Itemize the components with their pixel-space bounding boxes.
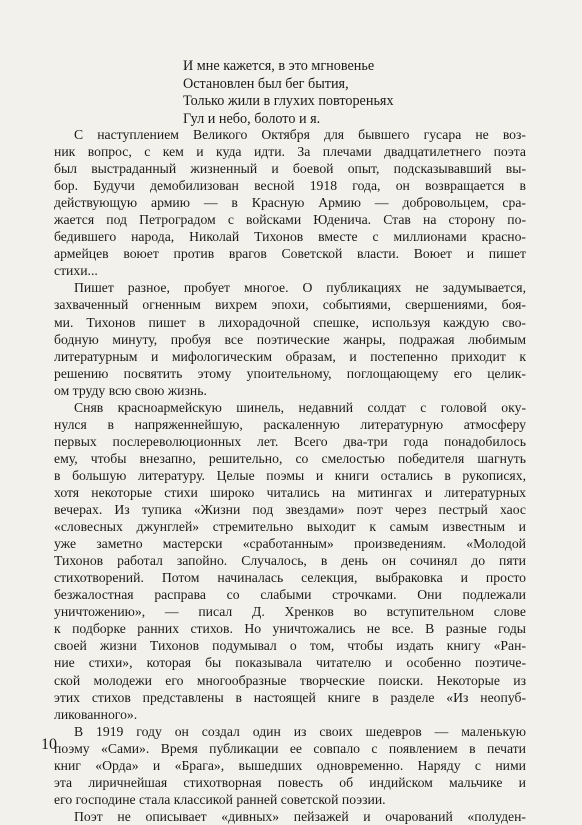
paragraph-3 xyxy=(54,399,526,723)
text-line: вечерах. Из тупика «Жизни под звездами» поэт через пестрый хаос xyxy=(54,502,526,518)
text-line: В 1919 году он создал один из своих шедевров — маленькую xyxy=(74,723,526,739)
body-text xyxy=(54,126,526,825)
text-line: стихотворений. Потом начиналась селекция, выбраковка и просто xyxy=(54,570,526,586)
text-line: захваченный огненным вихрем эпохи, событиями, свершениями, боя- xyxy=(54,297,526,313)
text-line: ми. Тихонов пишет в лихорадочной спешке, используя каждую сво- xyxy=(54,314,526,330)
text-line: хотя некоторые стихи широко читались на митингах и литературных xyxy=(54,484,526,500)
text-line: нулся в напряженнейшую, раскаленную литературную атмосферу xyxy=(54,416,526,432)
text-line: С наступлением Великого Октября для бывшего гусара не воз- xyxy=(74,127,526,142)
text-line: уже заметно мастерски «сработанным» произведениям. «Молодой xyxy=(54,536,526,552)
text-line: книг «Орда» и «Брага», вышедших одновременно. Наряду с ними xyxy=(54,757,526,773)
text-line: эта лиричнейшая стихотворная повесть об индийском мальчике и xyxy=(54,774,526,790)
text-line: уничтожению», — писал Д. Хренков во вступительном слове xyxy=(54,604,526,620)
text-line: бедившего народа, Николай Тихонов вместе с миллионами красно- xyxy=(54,229,526,245)
text-line: поэму «Сами». Время публикации ее совпало с появлением в печати xyxy=(54,740,526,756)
text-line: «словесных джунглей» стремительно выходит к самым известным и xyxy=(54,519,526,535)
text-line: его господине стала классикой ранней советской поэзии. xyxy=(54,791,386,807)
text-line: ему, чтобы внезапно, решительно, со смелостью победителя шагнуть xyxy=(54,450,526,466)
paragraph-5 xyxy=(54,808,526,825)
paragraph-2 xyxy=(54,279,526,398)
text-line: решению посвятить этому упоительному, поглощающему его целик- xyxy=(54,365,526,381)
text-line: Сняв красноармейскую шинель, недавний солдат с головой оку- xyxy=(74,399,526,415)
text-line: был выстраданный жизненный и боевой опыт, подсказывавший вы- xyxy=(54,161,526,177)
text-line: этих стихов представлены в настоящей книге в разделе «Из неопуб- xyxy=(54,689,526,705)
text-line: армейцев воюет против врагов Советской власти. Воюет и пишет xyxy=(54,246,526,262)
text-line: литературным и мифологическим образам, и постепенно приходит к xyxy=(54,348,526,364)
text-line: действующую армию — в Красную Армию — добровольцем, сра- xyxy=(54,195,526,211)
text-line: Пишет разное, пробует многое. О публикациях не задумывается, xyxy=(74,280,526,296)
text-line: первых послереволюционных лет. Всего два-три года понадобилось xyxy=(54,433,526,449)
text-line: бодную минуту, пробуя все поэтические жанры, подражая любимым xyxy=(54,331,526,347)
text-line: ской молодежи его многообразные творческие поиски. Некоторые из xyxy=(54,672,526,688)
text-line: своей жизни Тихонов подумывал о том, чтобы издать книгу «Ран- xyxy=(54,638,526,654)
text-line: Поэт не описывает «дивных» пейзажей и очарований «полуден- xyxy=(74,808,526,824)
text-line: жается под Петроградом с войсками Юденича. Став на сторону по- xyxy=(54,212,526,228)
paragraph-4 xyxy=(54,723,526,808)
text-line: Тихонов работал запойно. Случалось, в день он сочинял до пяти xyxy=(54,553,526,569)
text-line: ликованного». xyxy=(54,706,138,722)
text-line: ом труду всю свою жизнь. xyxy=(54,382,207,398)
verse-line: Гул и небо, болото и я. xyxy=(183,110,321,127)
epigraph-verse xyxy=(183,58,523,128)
verse-line: Только жили в глухих повтореньях xyxy=(183,93,394,110)
text-line: ник вопрос, с кем и куда идти. За плечами двадцатилетнего поэта xyxy=(54,144,526,160)
paragraph-1 xyxy=(54,126,526,279)
text-line: ние стихи», которая бы показывала читателю и особенно поэтиче- xyxy=(54,655,526,671)
text-line: бор. Будучи демобилизован весной 1918 года, он возвращается в xyxy=(54,178,526,194)
page-number: 10 xyxy=(41,736,57,753)
text-line: стихи... xyxy=(54,263,98,279)
text-line: в большую литературу. Целые поэмы и книги остались в рукописях, xyxy=(54,467,526,483)
verse-line: И мне кажется, в это мгновенье xyxy=(183,58,375,74)
text-line: безжалостная расправа со слабыми строчками. Они подлежали xyxy=(54,587,526,603)
verse-line: Остановлен был бег бытия, xyxy=(183,75,349,92)
text-line: к подборке ранних стихов. Но уничтожались не все. В разные годы xyxy=(54,621,526,637)
